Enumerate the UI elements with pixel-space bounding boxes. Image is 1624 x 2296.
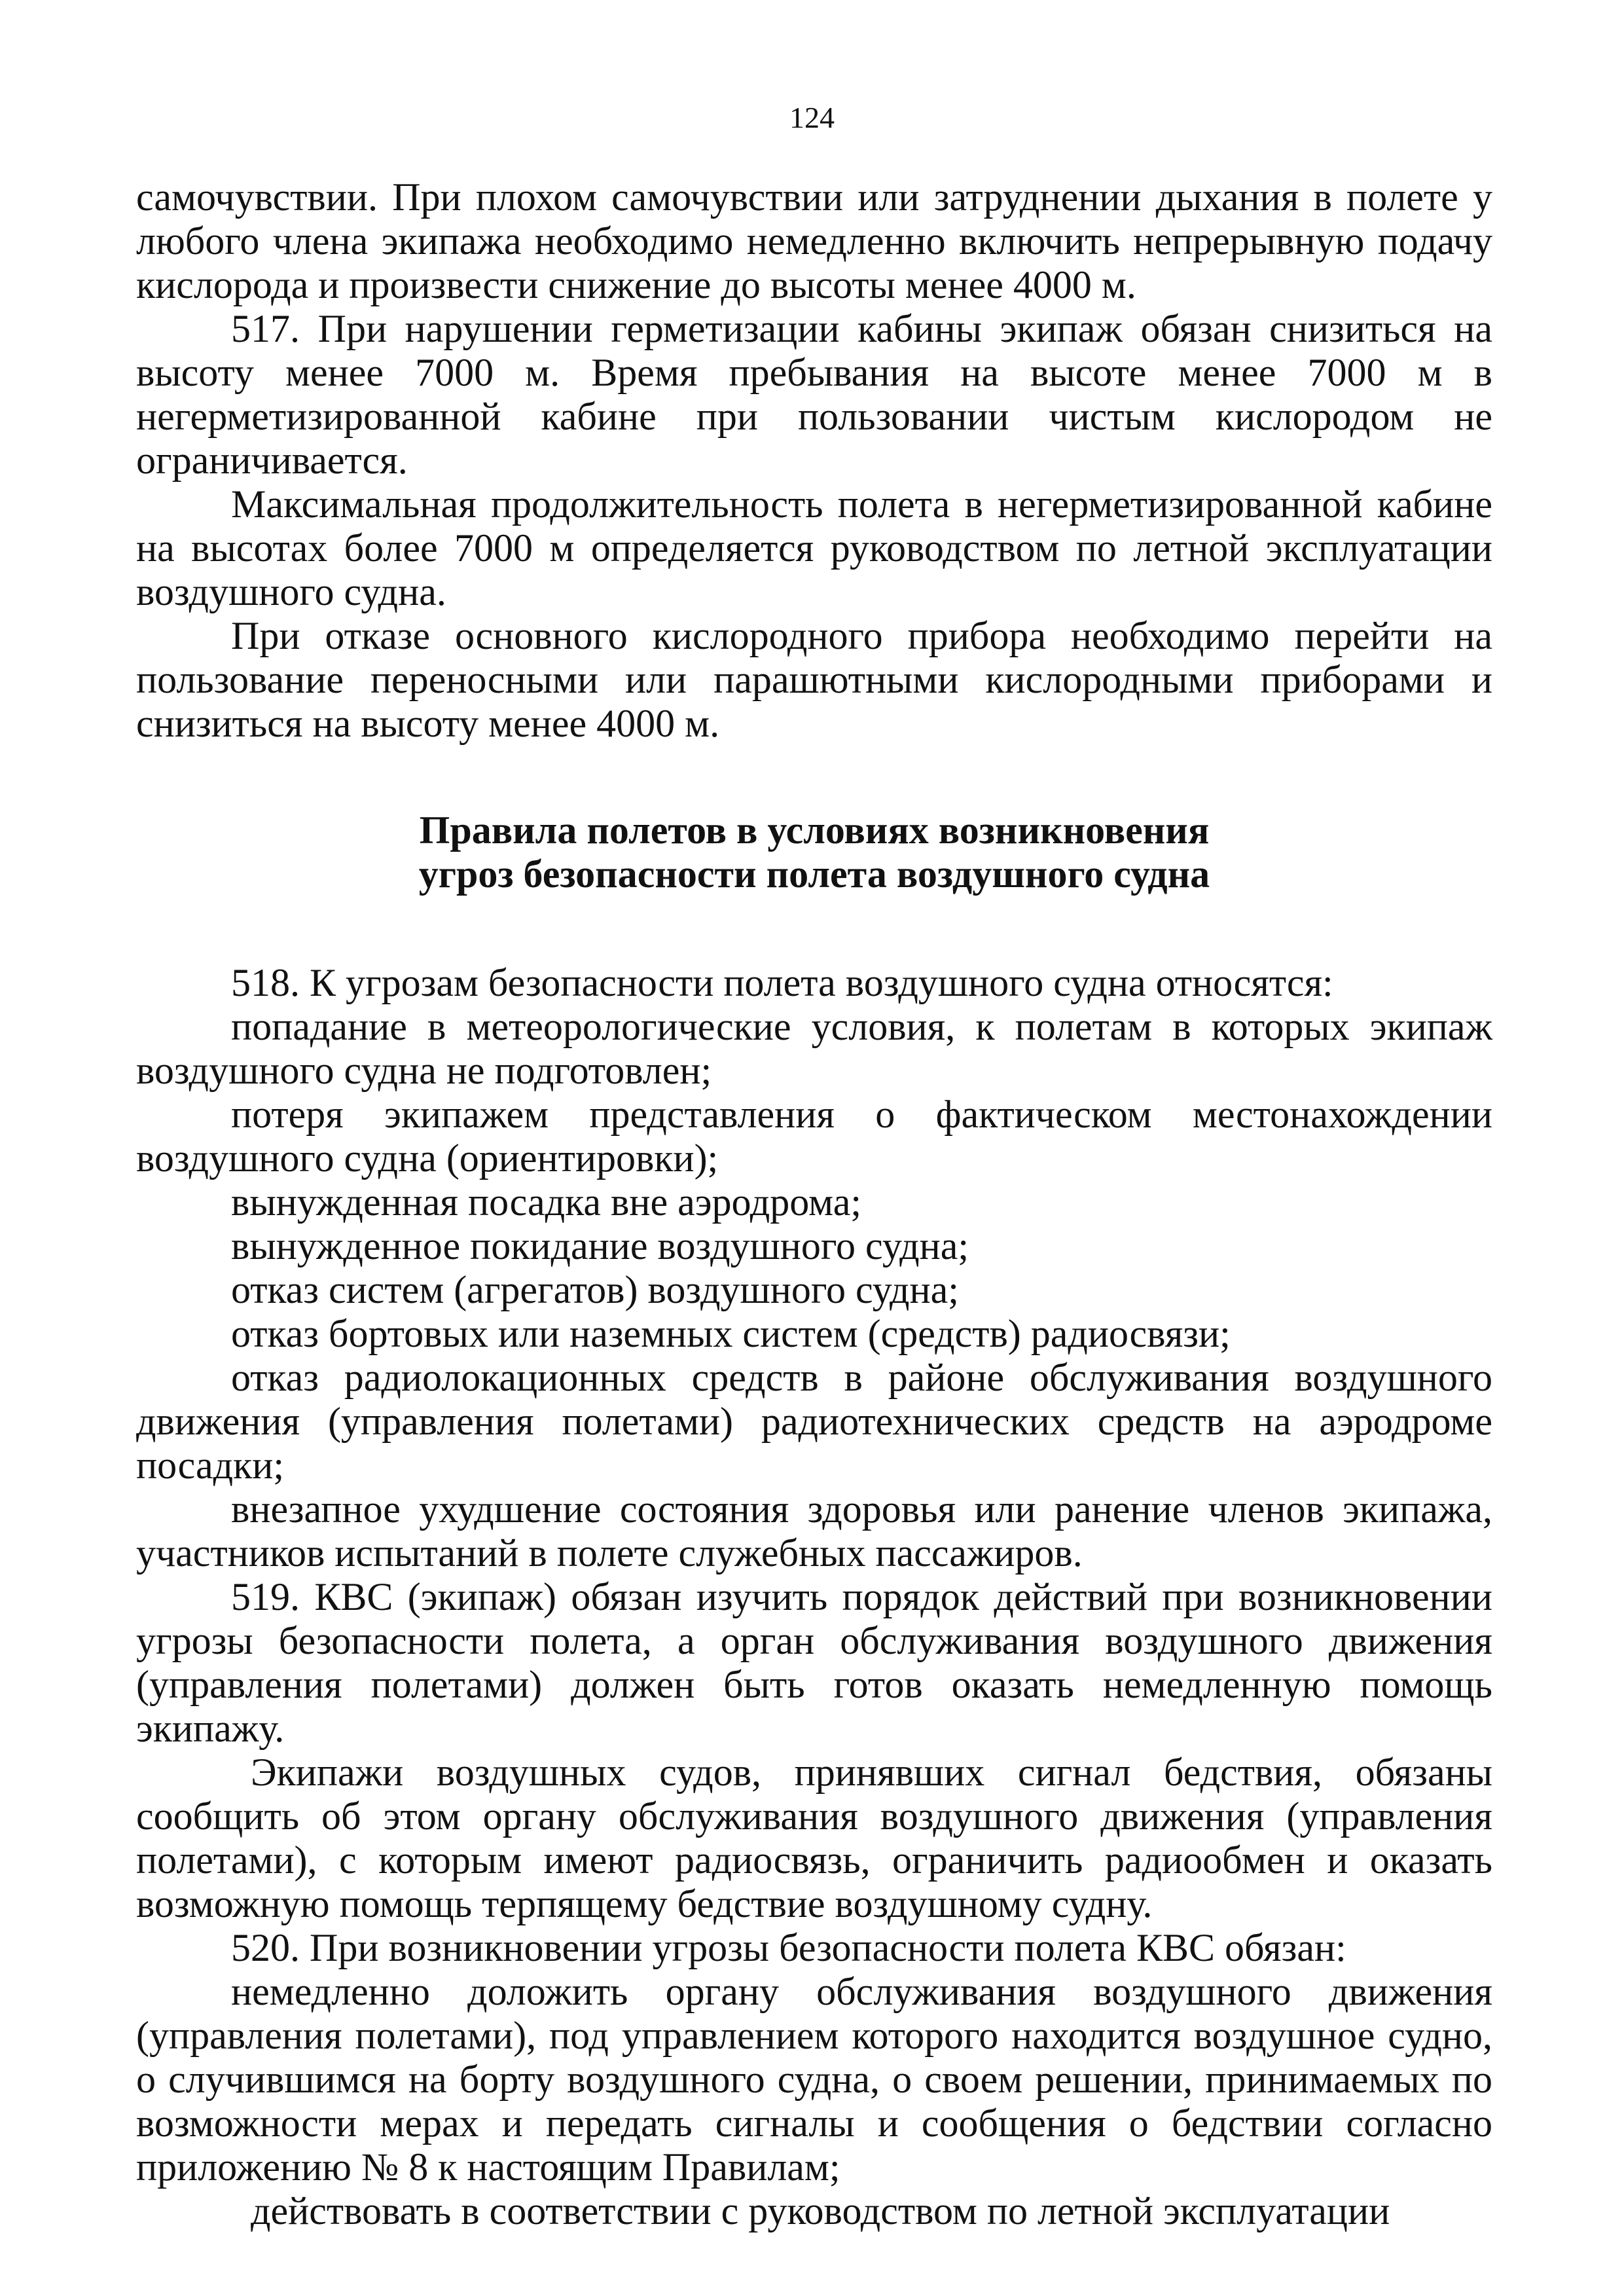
- section-heading-line-2: угроз безопасности полета воздушного судна: [418, 852, 1210, 896]
- list-item: внезапное ухудшение состояния здоровья или ранение членов экипажа, участников испытаний в полете служебных пассажиров.: [136, 1487, 1492, 1575]
- list-item: потеря экипажем представления о фактическом местонахождении воздушного судна (ориентировки);: [136, 1093, 1492, 1180]
- list-item: попадание в метеорологические условия, к полетам в которых экипаж воздушного судна не подготовлен;: [136, 1005, 1492, 1092]
- section-heading: [136, 809, 1492, 896]
- list-item: отказ радиолокационных средств в районе обслуживания воздушного движения (управления полетами) радиотехнических средств на аэродроме посадки;: [136, 1356, 1492, 1487]
- list-item: отказ систем (агрегатов) воздушного судна;: [231, 1268, 959, 1311]
- paragraph-519: 519. КВС (экипаж) обязан изучить порядок действий при возникновении угрозы безопасности полета, а орган обслуживания воздушного движения (управления полетами) должен быть готов оказать немедленную помощь экипажу.: [136, 1575, 1492, 1750]
- list-item: вынужденное покидание воздушного судна;: [231, 1224, 969, 1267]
- document-body: [136, 175, 1492, 2233]
- page-number: 124: [789, 101, 835, 134]
- paragraph-517: 517. При нарушении герметизации кабины экипаж обязан снизиться на высоту менее 7000 м. Время пребывания на высоте менее 7000 м в негерметизированной кабине при пользовании чистым кислородом не ограничивается.: [136, 307, 1492, 482]
- paragraph-518: 518. К угрозам безопасности полета воздушного судна относятся:: [231, 961, 1333, 1004]
- paragraph-520: 520. При возникновении угрозы безопасности полета КВС обязан:: [231, 1926, 1346, 1969]
- paragraph-max-duration: Максимальная продолжительность полета в негерметизированной кабине на высотах более 7000 м определяется руководством по летной эксплуатации воздушного судна.: [136, 483, 1492, 613]
- list-item: немедленно доложить органу обслуживания воздушного движения (управления полетами), под управлением которого находится воздушное судно, о случившимся на борту воздушного судна, о своем решении, принимаемых по возможности мерах и передать сигналы и сообщения о бедствии согласно приложению № 8 к настоящим Правилам;: [136, 1970, 1492, 2189]
- list-item: отказ бортовых или наземных систем (средств) радиосвязи;: [231, 1312, 1231, 1355]
- section-heading-line-1: Правила полетов в условиях возникновения: [419, 809, 1210, 852]
- paragraph-oxygen-failure: При отказе основного кислородного прибора необходимо перейти на пользование переносными или парашютными кислородными приборами и снизиться на высоту менее 4000 м.: [136, 614, 1492, 745]
- list-item: вынужденная посадка вне аэродрома;: [231, 1180, 861, 1224]
- paragraph-distress-signal: Экипажи воздушных судов, принявших сигнал бедствия, обязаны сообщить об этом органу обслуживания воздушного движения (управления полетами), с которым имеют радиосвязь, ограничить радиообмен и оказать возможную помощь терпящему бедствие воздушному судну.: [136, 1751, 1492, 1925]
- paragraph-continuation: самочувствии. При плохом самочувствии или затруднении дыхания в полете у любого члена экипажа необходимо немедленно включить непрерывную подачу кислорода и произвести снижение до высоты менее 4000 м.: [136, 175, 1492, 306]
- list-item: действовать в соответствии с руководством по летной эксплуатации: [251, 2189, 1390, 2232]
